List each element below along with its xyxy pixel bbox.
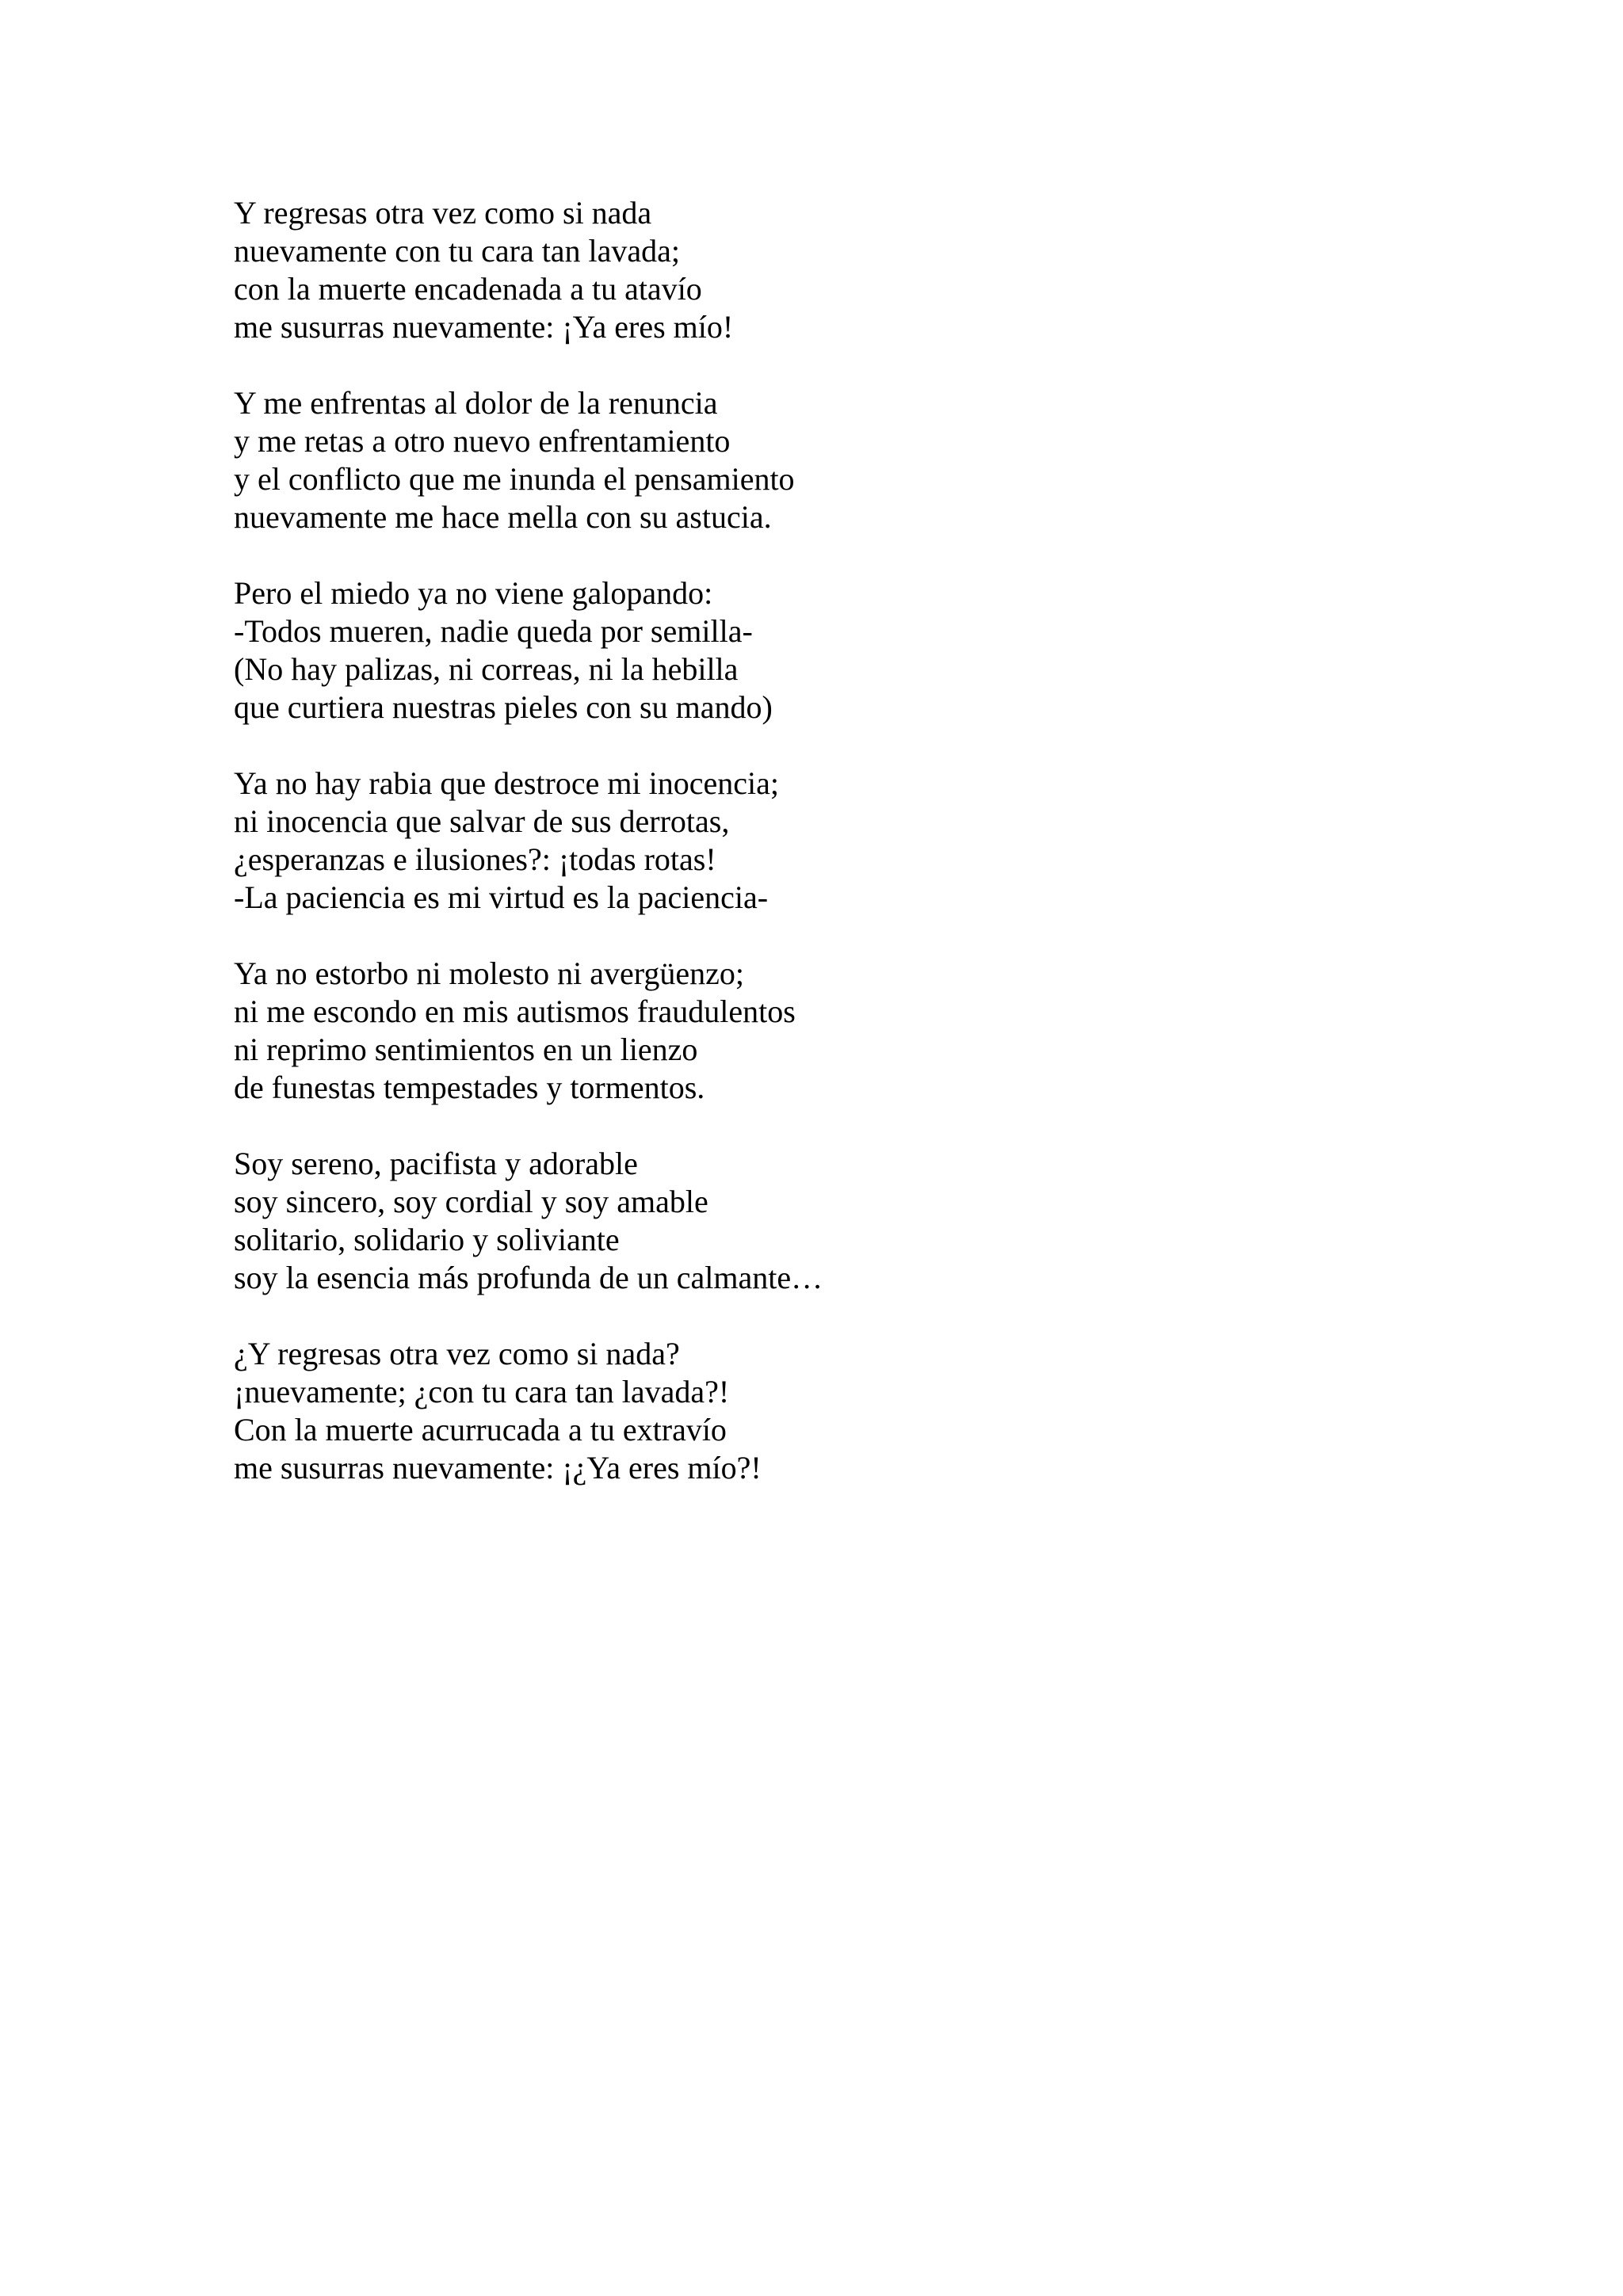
stanza-6 bbox=[234, 1145, 1423, 1297]
poem-line: Ya no hay rabia que destroce mi inocencia; bbox=[234, 765, 779, 801]
poem-line: de funestas tempestades y tormentos. bbox=[234, 1070, 705, 1105]
poem-line: me susurras nuevamente: ¡Ya eres mío! bbox=[234, 309, 734, 345]
stanza-1 bbox=[234, 194, 1423, 346]
poem-line: soy sincero, soy cordial y soy amable bbox=[234, 1184, 708, 1219]
poem-line: ni me escondo en mis autismos fraudulentos bbox=[234, 994, 796, 1029]
poem-line: Pero el miedo ya no viene galopando: bbox=[234, 575, 713, 611]
poem-line: ¿esperanzas e ilusiones?: ¡todas rotas! bbox=[234, 841, 716, 877]
poem-line: ¿Y regresas otra vez como si nada? bbox=[234, 1336, 680, 1371]
poem-line: Con la muerte acurrucada a tu extravío bbox=[234, 1412, 727, 1447]
poem-line: Ya no estorbo ni molesto ni avergüenzo; bbox=[234, 955, 745, 991]
stanza-5 bbox=[234, 955, 1423, 1107]
poem-line: y el conflicto que me inunda el pensamiento bbox=[234, 461, 795, 497]
poem-line: ni reprimo sentimientos en un lienzo bbox=[234, 1032, 698, 1067]
stanza-2 bbox=[234, 384, 1423, 536]
poem bbox=[234, 194, 1423, 1525]
poem-line: ¡nuevamente; ¿con tu cara tan lavada?! bbox=[234, 1374, 730, 1409]
poem-line: ni inocencia que salvar de sus derrotas, bbox=[234, 803, 730, 839]
poem-line: -Todos mueren, nadie queda por semilla- bbox=[234, 613, 753, 649]
poem-line: soy la esencia más profunda de un calmante… bbox=[234, 1260, 823, 1295]
stanza-4 bbox=[234, 765, 1423, 917]
poem-line: Soy sereno, pacifista y adorable bbox=[234, 1146, 638, 1181]
poem-line: -La paciencia es mi virtud es la paciencia- bbox=[234, 879, 769, 915]
poem-line: y me retas a otro nuevo enfrentamiento bbox=[234, 423, 731, 459]
poem-line: Y regresas otra vez como si nada bbox=[234, 195, 652, 231]
poem-line: nuevamente con tu cara tan lavada; bbox=[234, 233, 681, 269]
poem-line: me susurras nuevamente: ¡¿Ya eres mío?! bbox=[234, 1450, 762, 1486]
poem-line: solitario, solidario y soliviante bbox=[234, 1222, 620, 1257]
stanza-7 bbox=[234, 1335, 1423, 1487]
poem-line: Y me enfrentas al dolor de la renuncia bbox=[234, 385, 718, 421]
poem-line: (No hay palizas, ni correas, ni la hebilla bbox=[234, 651, 739, 687]
poem-line: nuevamente me hace mella con su astucia. bbox=[234, 499, 772, 535]
stanza-3 bbox=[234, 574, 1423, 727]
poem-line: que curtiera nuestras pieles con su mando) bbox=[234, 689, 773, 725]
poem-line: con la muerte encadenada a tu atavío bbox=[234, 271, 702, 307]
